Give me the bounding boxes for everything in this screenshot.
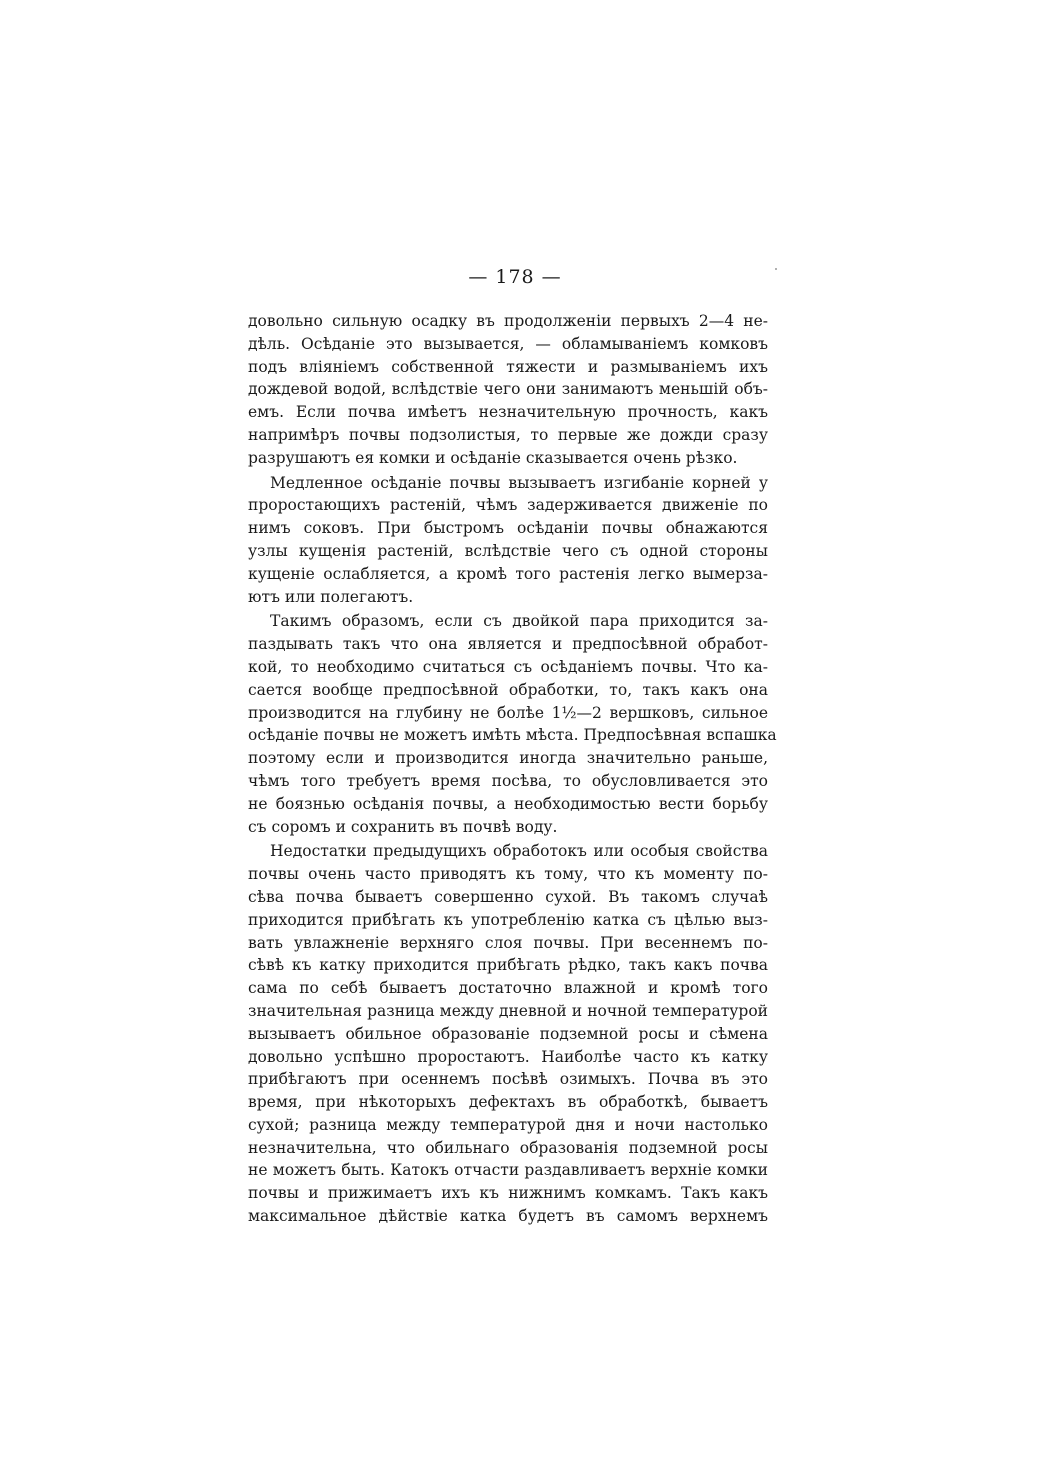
text-line: Медленное осѣданіе почвы вызываетъ изгибаніе корней у	[270, 473, 768, 492]
text-line: кущеніе ослабляется, а кромѣ того растенія легко вымерза-	[248, 564, 768, 583]
text-line: время, при нѣкоторыхъ дефектахъ въ обработкѣ, бываетъ	[248, 1093, 768, 1112]
text-line: Недостатки предыдущихъ обработокъ или особыя свойства	[270, 842, 768, 861]
text-line: проростающихъ растеній, чѣмъ задерживается движеніе по	[248, 496, 768, 515]
text-line: чѣмъ того требуетъ время посѣва, то обусловливается это	[248, 771, 768, 790]
text-line: сается вообще предпосѣвной обработки, то, такъ какъ она	[248, 680, 768, 699]
text-line: съ соромъ и сохранить въ почвѣ воду.	[248, 817, 558, 836]
text-line: осѣданіе почвы не можетъ имѣть мѣста. Предпосѣвная вспашка	[248, 726, 777, 745]
text-line: поэтому если и производится иногда значительно раньше,	[248, 749, 768, 768]
text-line: почвы и прижимаетъ ихъ къ нижнимъ комкамъ. Такъ какъ	[248, 1184, 768, 1203]
paragraph-2	[248, 472, 768, 609]
print-speck	[775, 268, 777, 270]
text-line: сѣва почва бываетъ совершенно сухой. Въ такомъ случаѣ	[248, 887, 768, 906]
text-line: дождевой водой, вслѣдствіе чего они занимаютъ меньшій объ-	[248, 380, 768, 399]
text-line: сухой; разница между температурой дня и ночи настолько	[248, 1115, 768, 1134]
text-line: вызываетъ обильное образованіе подземной росы и сѣмена	[248, 1024, 768, 1043]
page-number: — 178 —	[468, 266, 562, 288]
text-line: производится на глубину не болѣе 1½—2 вершковъ, сильное	[248, 703, 768, 722]
text-line: подъ вліяніемъ собственной тяжести и размываніемъ ихъ	[248, 357, 768, 376]
text-line: сама по себѣ бываетъ достаточно влажной и кромѣ того	[248, 979, 768, 998]
text-line: приходится прибѣгать къ употребленію катка съ цѣлью выз-	[248, 910, 768, 929]
text-line: ютъ или полегаютъ.	[248, 587, 414, 606]
text-line: довольно успѣшно проростаютъ. Наиболѣе часто къ катку	[248, 1047, 768, 1066]
text-line: напримѣръ почвы подзолистыя, то первые же дожди сразу	[248, 425, 768, 444]
text-line: довольно сильную осадку въ продолженіи первыхъ 2—4 не-	[248, 312, 768, 330]
text-line: значительная разница между дневной и ночной температурой	[248, 1001, 768, 1020]
text-line: разрушаютъ ея комки и осѣданіе сказывается очень рѣзко.	[248, 448, 738, 467]
text-line: паздывать такъ что она является и предпосѣвной обработ-	[248, 635, 768, 654]
body-text	[248, 310, 777, 1230]
paragraph-3	[248, 610, 777, 838]
text-line: максимальное дѣйствіе катка будетъ въ самомъ верхнемъ	[248, 1207, 768, 1226]
text-line: Такимъ образомъ, если съ двойкой пара приходится за-	[270, 612, 768, 631]
text-line: почвы очень часто приводятъ къ тому, что къ моменту по-	[248, 865, 768, 884]
text-line: дѣль. Осѣданіе это вызывается, — обламываніемъ комковъ	[248, 334, 768, 353]
text-line: сѣвѣ къ катку приходится прибѣгать рѣдко, такъ какъ почва	[248, 956, 768, 975]
paragraph-4	[248, 840, 768, 1228]
text-line: емъ. Если почва имѣетъ незначительную прочность, какъ	[248, 403, 768, 422]
text-line: не боязнью осѣданія почвы, а необходимостью вести борьбу	[248, 794, 768, 813]
text-line: прибѣгаютъ при осеннемъ посѣвѣ озимыхъ. Почва въ это	[248, 1070, 768, 1089]
text-line: незначительна, что обильнаго образованія подземной росы	[248, 1138, 768, 1157]
text-line: нимъ соковъ. При быстромъ осѣданіи почвы обнажаются	[248, 519, 768, 538]
text-line: кой, то необходимо считаться съ осѣданіемъ почвы. Что ка-	[248, 657, 768, 676]
text-line: узлы кущенія растеній, вслѣдствіе чего съ одной стороны	[248, 541, 768, 560]
text-line: не можетъ быть. Катокъ отчасти раздавливаетъ верхніе комки	[248, 1161, 768, 1180]
paragraph-1	[248, 310, 768, 470]
text-line: вать увлажненіе верхняго слоя почвы. При весеннемъ по-	[248, 933, 768, 952]
